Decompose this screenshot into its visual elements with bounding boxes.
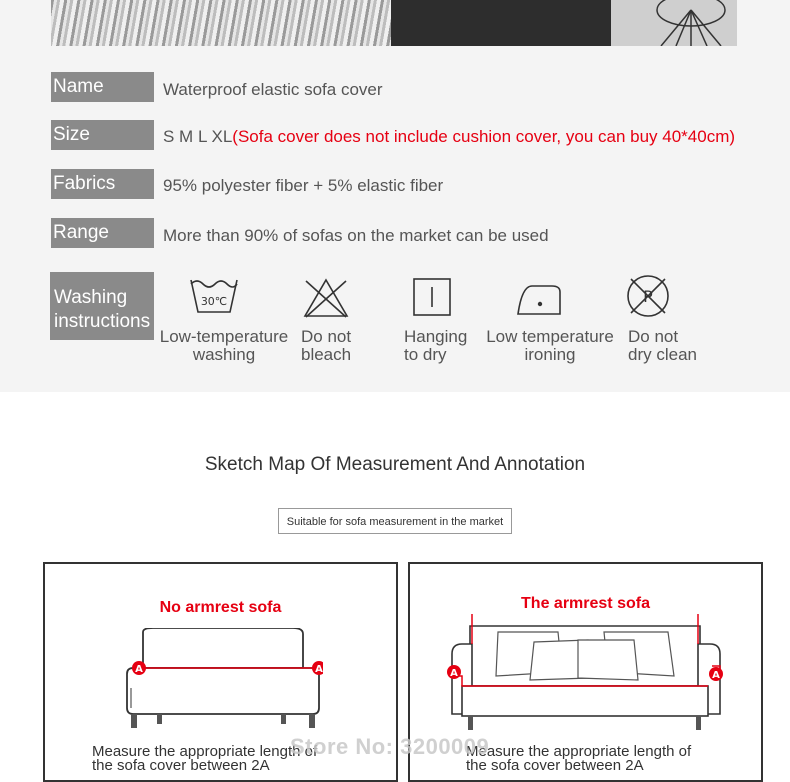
hanging-to-dry-icon — [412, 277, 452, 322]
product-photo-strip — [51, 0, 737, 46]
size-options: S M L XL — [163, 127, 233, 146]
no-armrest-title: No armrest sofa — [159, 599, 282, 616]
svg-text:A: A — [450, 668, 458, 679]
svg-text:P: P — [643, 287, 653, 306]
armrest-instructions: Measure the appropriate length of the sofa cover between 2A — [466, 743, 692, 774]
spec-value-size — [163, 127, 735, 147]
no-armrest-sofa-sketch — [123, 628, 323, 738]
svg-text:A: A — [712, 670, 720, 681]
washing-item-3: Hanging to dry — [404, 327, 468, 364]
armrest-title: The armrest sofa — [521, 595, 650, 612]
measurement-title: Sketch Map Of Measurement And Annotation — [204, 454, 586, 475]
spec-value-range: More than 90% of sofas on the market can be used — [163, 226, 549, 245]
armrest-sofa-sketch — [438, 614, 738, 754]
do-not-dry-clean-icon — [625, 273, 671, 324]
washing-item-1: Low-temperature washing — [159, 327, 289, 364]
spec-label-washing — [50, 272, 154, 340]
do-not-bleach-icon — [302, 277, 350, 324]
washing-label-line1: Washing — [54, 287, 128, 308]
store-watermark: Store No: 3200009 — [290, 734, 490, 759]
svg-text:A: A — [135, 664, 143, 675]
no-armrest-instructions: Measure the appropriate length of the sofa cover between 2A — [92, 743, 318, 774]
low-temperature-washing-icon — [188, 276, 240, 321]
svg-text:30℃: 30℃ — [200, 295, 228, 308]
low-temperature-ironing-icon — [516, 278, 562, 323]
washing-item-4: Low temperature ironing — [486, 327, 614, 364]
washing-item-5: Do not dry clean — [628, 327, 697, 364]
spec-value-fabrics: 95% polyester fiber + 5% elastic fiber — [163, 176, 444, 195]
washing-item-2: Do not bleach — [301, 327, 352, 364]
spec-label-fabrics: Fabrics — [51, 169, 154, 199]
size-note: (Sofa cover does not include cushion cover, you can buy 40*40cm) — [232, 127, 736, 146]
spec-label-range: Range — [51, 218, 154, 248]
spec-label-name: Name — [51, 72, 154, 102]
spec-label-size: Size — [51, 120, 154, 150]
svg-text:A: A — [315, 664, 323, 675]
measurement-subtitle: Suitable for sofa measurement in the market — [278, 508, 512, 534]
washing-label-line2: instructions — [54, 311, 151, 332]
spec-value-name: Waterproof elastic sofa cover — [163, 80, 383, 99]
